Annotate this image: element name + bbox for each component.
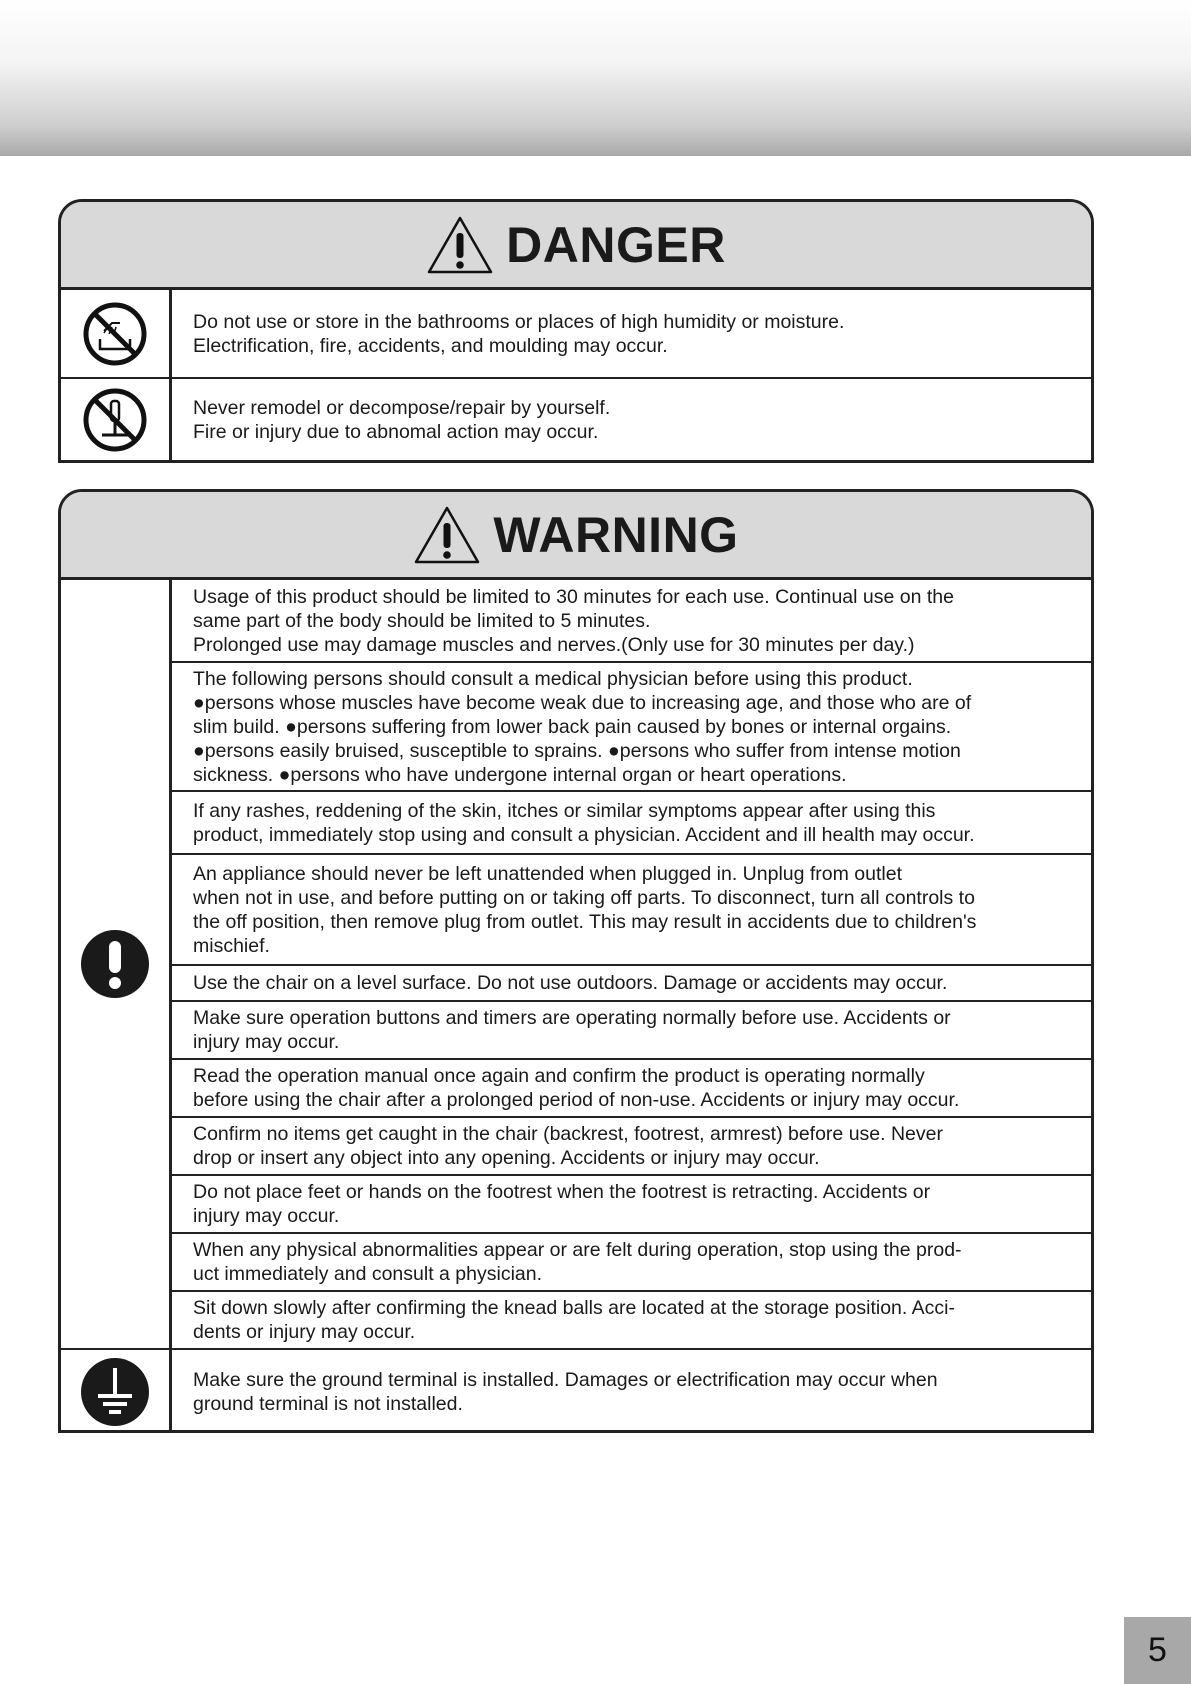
warning-triangle-icon xyxy=(413,505,481,565)
warning-line: before using the chair after a prolonged period of non-use. Accidents or injury may occur. xyxy=(193,1089,960,1111)
warning-line: Use the chair on a level surface. Do not use outdoors. Damage or accidents may occur. xyxy=(193,972,948,994)
warning-line: ●persons easily bruised, susceptible to sprains. ●persons who suffer from intense motion xyxy=(193,739,961,762)
warning-line: Do not place feet or hands on the footrest when the footrest is retracting. Accidents or xyxy=(193,1181,931,1203)
warning-row xyxy=(172,580,1091,663)
header-gradient-band xyxy=(0,0,1191,156)
warning-row xyxy=(172,1002,1091,1060)
ground-row xyxy=(61,1350,1091,1433)
warning-line: when not in use, and before putting on or taking off parts. To disconnect, turn all controls to xyxy=(193,886,975,909)
mandatory-exclamation-icon xyxy=(80,929,150,999)
warning-line: If any rashes, reddening of the skin, itches or similar symptoms appear after using this xyxy=(193,799,936,822)
warning-line: injury may occur. xyxy=(193,1205,340,1227)
warning-line: sickness. ●persons who have undergone internal organ or heart operations. xyxy=(193,763,847,786)
warning-line: Make sure operation buttons and timers are operating normally before use. Accidents or xyxy=(193,1007,951,1029)
ground-line: Make sure the ground terminal is installed. Damages or electrification may occur when xyxy=(193,1368,938,1391)
danger-line: Fire or injury due to abnomal action may occur. xyxy=(193,420,599,443)
danger-line: Do not use or store in the bathrooms or places of high humidity or moisture. xyxy=(193,310,845,333)
warning-row xyxy=(172,1060,1091,1118)
warning-line: The following persons should consult a medical physician before using this product. xyxy=(193,667,913,690)
warning-row xyxy=(172,792,1091,855)
warning-box xyxy=(58,489,1094,1433)
danger-row xyxy=(61,290,1091,379)
danger-line: Electrification, fire, accidents, and moulding may occur. xyxy=(193,334,668,357)
warning-line: uct immediately and consult a physician. xyxy=(193,1263,543,1285)
warning-line: drop or insert any object into any opening. Accidents or injury may occur. xyxy=(193,1147,820,1169)
warning-row xyxy=(172,966,1091,1002)
warning-line: injury may occur. xyxy=(193,1031,340,1053)
ground-line: ground terminal is not installed. xyxy=(193,1392,463,1415)
warning-line: Sit down slowly after confirming the knead balls are located at the storage position. Acci- xyxy=(193,1297,955,1319)
warning-row xyxy=(172,1234,1091,1292)
warning-row xyxy=(172,855,1091,966)
warning-line: An appliance should never be left unattended when plugged in. Unplug from outlet xyxy=(193,862,902,885)
warning-triangle-icon xyxy=(426,215,494,275)
warning-row xyxy=(172,1118,1091,1176)
warning-line: Confirm no items get caught in the chair (backrest, footrest, armrest) before use. Never xyxy=(193,1123,943,1145)
warning-header xyxy=(61,492,1091,580)
warning-line: When any physical abnormalities appear or are felt during operation, stop using the prod- xyxy=(193,1239,962,1261)
warning-line: mischief. xyxy=(193,934,270,957)
danger-row xyxy=(61,379,1091,460)
warning-title: WARNING xyxy=(493,506,739,563)
warning-group xyxy=(61,580,1091,1350)
warning-line: ●persons whose muscles have become weak due to increasing age, and those who are of xyxy=(193,691,972,714)
danger-box xyxy=(58,199,1094,463)
no-bath-humidity-icon xyxy=(82,301,148,367)
warning-line: slim build. ●persons suffering from lower back pain caused by bones or internal orgains. xyxy=(193,715,952,738)
warning-line: Read the operation manual once again and confirm the product is operating normally xyxy=(193,1065,925,1087)
warning-line: Prolonged use may damage muscles and nerves.(Only use for 30 minutes per day.) xyxy=(193,633,915,656)
no-disassembly-icon xyxy=(82,387,148,453)
page-number: 5 xyxy=(1124,1617,1191,1684)
danger-header xyxy=(61,202,1091,290)
warning-line: Usage of this product should be limited to 30 minutes for each use. Continual use on the xyxy=(193,585,954,608)
danger-title: DANGER xyxy=(506,216,726,273)
warning-line: dents or injury may occur. xyxy=(193,1321,416,1343)
warning-row xyxy=(172,1176,1091,1234)
warning-line: the off position, then remove plug from outlet. This may result in accidents due to children's xyxy=(193,910,977,933)
ground-terminal-icon xyxy=(80,1357,150,1427)
warning-line: product, immediately stop using and consult a physician. Accident and ill health may occur. xyxy=(193,823,975,846)
warning-line: same part of the body should be limited to 5 minutes. xyxy=(193,609,651,632)
danger-line: Never remodel or decompose/repair by yourself. xyxy=(193,396,611,419)
warning-row xyxy=(172,663,1091,792)
warning-row xyxy=(172,1292,1091,1350)
